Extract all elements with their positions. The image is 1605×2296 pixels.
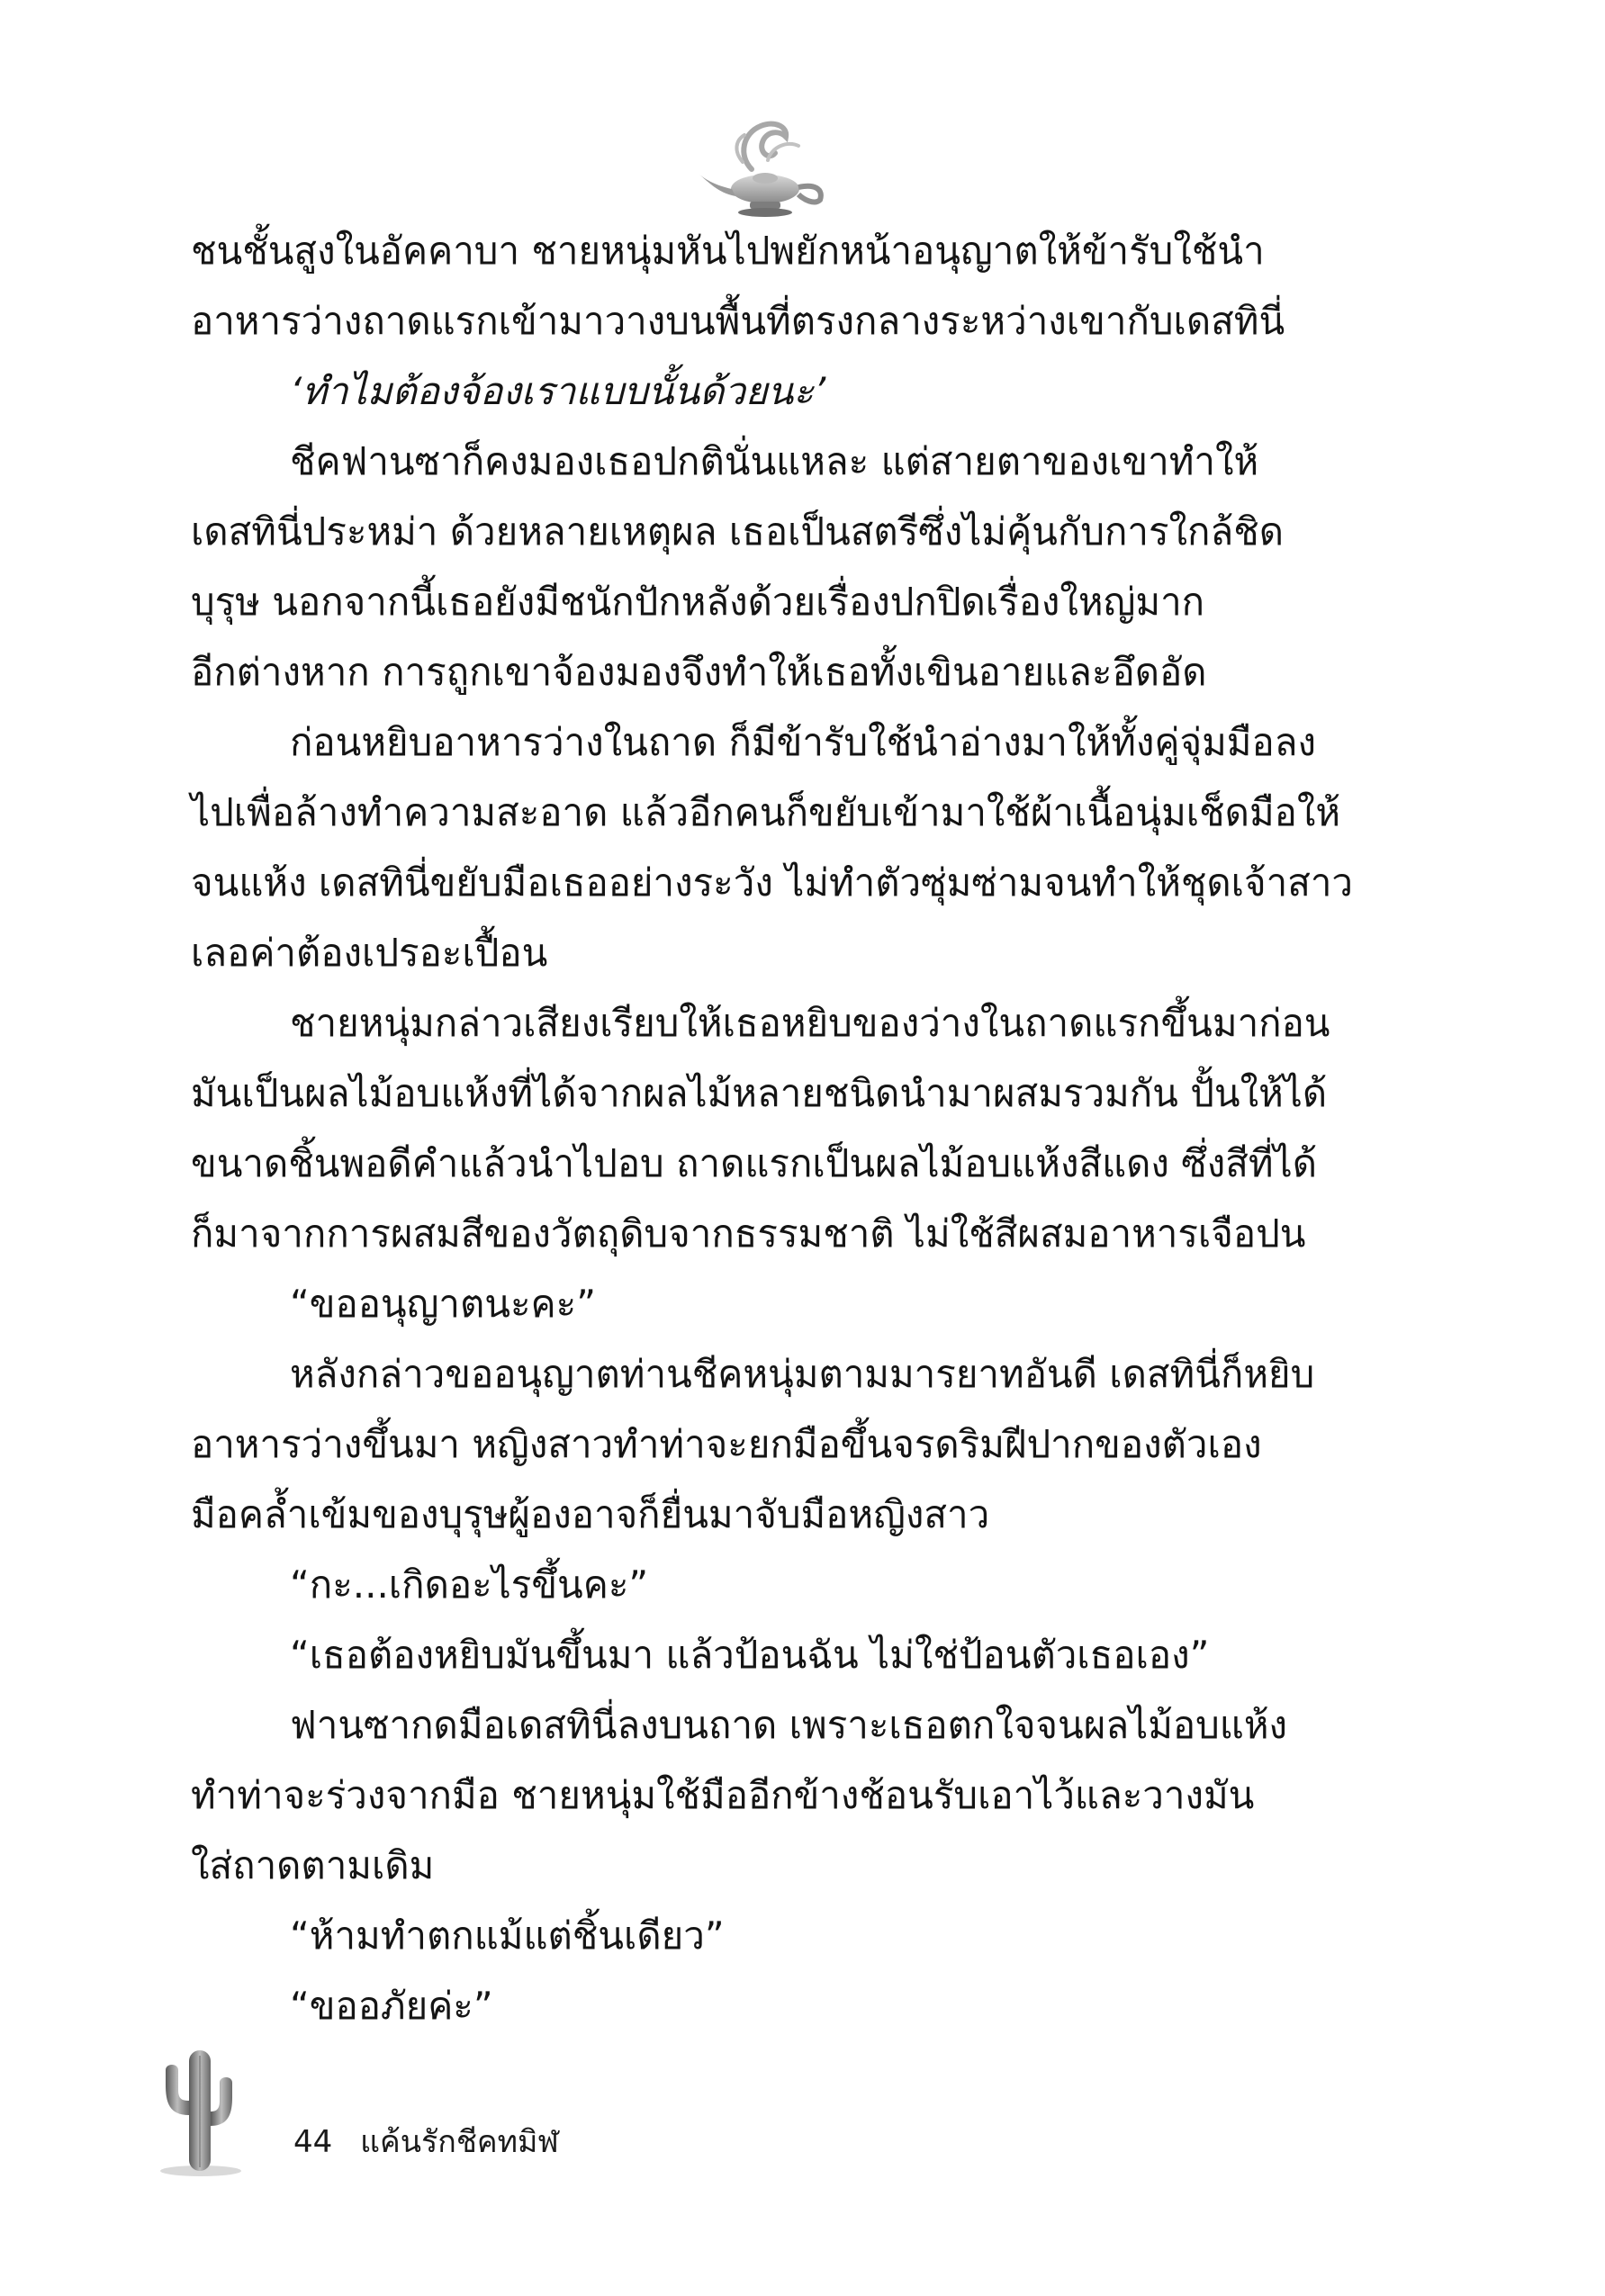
text-line: อีกต่างหาก การถูกเขาจ้องมองจึงทำให้เธอทั้งเขินอายและอึดอัด bbox=[191, 650, 1207, 694]
text-line: “ขออภัยค่ะ” bbox=[290, 1984, 493, 2028]
page-number: 44 bbox=[293, 2124, 333, 2160]
text-line: จนแห้ง เดสทินี่ขยับมือเธออย่างระวัง ไม่ทำตัวซุ่มซ่ามจนทำให้ชุดเจ้าสาว bbox=[191, 860, 1354, 905]
text-line: มันเป็นผลไม้อบแห้งที่ได้จากผลไม้หลายชนิดนำมาผสมรวมกัน ปั้นให้ได้ bbox=[191, 1071, 1328, 1115]
book-title: แค้นรักชีคทมิฬ bbox=[360, 2124, 559, 2160]
text-line: อาหารว่างถาดแรกเข้ามาวางบนพื้นที่ตรงกลางระหว่างเขากับเดสทินี่ bbox=[191, 299, 1285, 343]
text-line: บุรุษ นอกจากนี้เธอยังมีชนักปักหลังด้วยเรื่องปกปิดเรื่องใหญ่มาก bbox=[191, 580, 1205, 624]
text-line: เลอค่าต้องเปรอะเปื้อน bbox=[191, 931, 548, 975]
text-line: ขนาดชิ้นพอดีคำแล้วนำไปอบ ถาดแรกเป็นผลไม้อบแห้งสีแดง ซึ่งสีที่ได้ bbox=[191, 1141, 1318, 1185]
text-line: “ห้ามทำตกแม้แต่ชิ้นเดียว” bbox=[290, 1913, 725, 1958]
text-line: ชนชั้นสูงในอัคคาบา ชายหนุ่มหันไปพยักหน้าอนุญาตให้ข้ารับใช้นำ bbox=[191, 229, 1265, 273]
text-line: ชีคฟานซาก็คงมองเธอปกตินั่นแหละ แต่สายตาของเขาทำให้ bbox=[290, 439, 1259, 483]
text-line: มือคล้ำเข้มของบุรุษผู้องอาจก็ยื่นมาจับมือหญิงสาว bbox=[191, 1492, 990, 1536]
text-line: ไปเพื่อล้างทำความสะอาด แล้วอีกคนก็ขยับเข้ามาใช้ผ้าเนื้อนุ่มเช็ดมือให้ bbox=[191, 790, 1341, 834]
cactus-icon bbox=[151, 2043, 246, 2178]
text-line: อาหารว่างขึ้นมา หญิงสาวทำท่าจะยกมือขึ้นจรดริมฝีปากของตัวเอง bbox=[191, 1422, 1262, 1466]
text-line: ก่อนหยิบอาหารว่างในถาด ก็มีข้ารับใช้นำอ่างมาให้ทั้งคู่จุ่มมือลง bbox=[290, 720, 1316, 764]
text-line: ฟานซากดมือเดสทินี่ลงบนถาด เพราะเธอตกใจจนผลไม้อบแห้ง bbox=[290, 1703, 1288, 1747]
text-line: หลังกล่าวขออนุญาตท่านชีคหนุ่มตามมารยาทอันดี เดสทินี่ก็หยิบ bbox=[290, 1352, 1315, 1396]
text-line: ใส่ถาดตามเดิม bbox=[191, 1843, 435, 1887]
page-footer bbox=[151, 2043, 691, 2178]
text-line: “กะ...เกิดอะไรขึ้นคะ” bbox=[290, 1562, 649, 1607]
text-line: เดสทินี่ประหม่า ด้วยหลายเหตุผล เธอเป็นสตรีซึ่งไม่คุ้นกับการใกล้ชิด bbox=[191, 509, 1285, 554]
text-line: “ขออนุญาตนะคะ” bbox=[290, 1282, 596, 1326]
text-line: ‘ทำไมต้องจ้องเราแบบนั้นด้วยนะ’ bbox=[290, 369, 826, 413]
body-text bbox=[191, 216, 1354, 2041]
text-line: ก็มาจากการผสมสีของวัตถุดิบจากธรรมชาติ ไม่ใช้สีผสมอาหารเจือปน bbox=[191, 1211, 1306, 1256]
text-line: “เธอต้องหยิบมันขึ้นมา แล้วป้อนฉัน ไม่ใช่ป้อนตัวเธอเอง” bbox=[290, 1633, 1210, 1677]
footer-text bbox=[293, 2117, 559, 2165]
text-line: ทำท่าจะร่วงจากมือ ชายหนุ่มใช้มืออีกข้างช้อนรับเอาไว้และวางมัน bbox=[191, 1773, 1255, 1817]
text-line: ชายหนุ่มกล่าวเสียงเรียบให้เธอหยิบของว่างในถาดแรกขึ้นมาก่อน bbox=[290, 1001, 1330, 1045]
genie-lamp-icon bbox=[689, 106, 842, 223]
